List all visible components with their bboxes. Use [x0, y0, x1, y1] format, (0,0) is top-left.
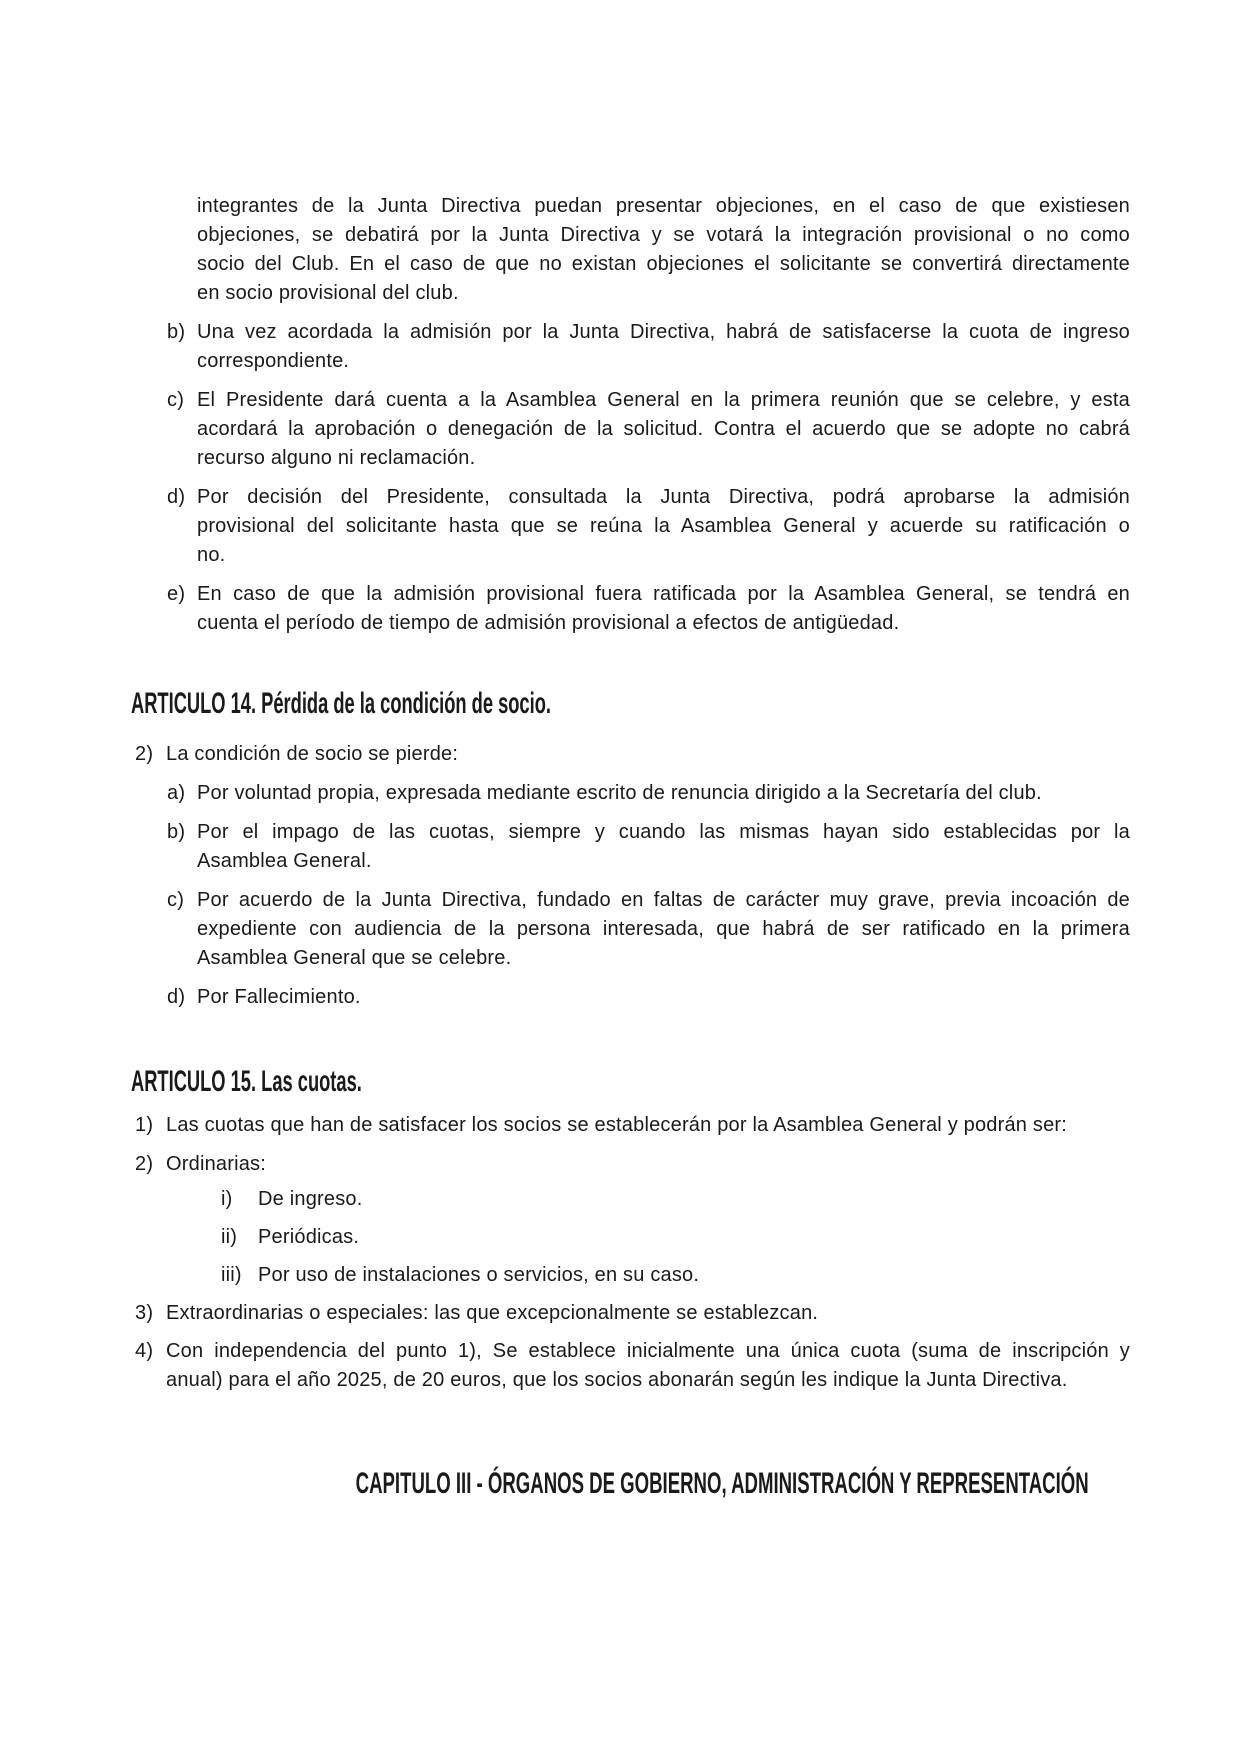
text-line: Por el impago de las cuotas, siempre y cuando las mismas hayan sido establecidas por la: [197, 821, 1130, 843]
list-item: [135, 740, 1130, 769]
list-item: [167, 779, 1130, 808]
text-line: Asamblea General.: [197, 850, 372, 872]
text-line: objeciones, se debatirá por la Junta Directiva y se votará la integración provisional o no como: [197, 224, 1130, 246]
list-marker: 3): [135, 1302, 154, 1324]
text-line: expediente con audiencia de la persona interesada, que habrá de ser ratificado en la primera: [197, 918, 1130, 940]
text-line: El Presidente dará cuenta a la Asamblea General en la primera reunión que se celebre, y esta: [197, 389, 1130, 411]
text-line: De ingreso.: [258, 1188, 363, 1210]
list-marker: d): [167, 986, 186, 1008]
articulo-15-heading: [131, 1066, 1241, 1098]
text-line: Por uso de instalaciones o servicios, en su caso.: [258, 1264, 700, 1286]
list-item: [221, 1185, 1130, 1214]
heading-text: ARTICULO 14. Pérdida de la condición de socio.: [131, 687, 551, 720]
text-line: socio del Club. En el caso de que no existan objeciones el solicitante se convertirá directamente: [197, 253, 1130, 275]
text-line: Por acuerdo de la Junta Directiva, fundado en faltas de carácter muy grave, previa incoación de: [197, 889, 1130, 911]
list-marker: d): [167, 486, 186, 508]
list-marker: c): [167, 889, 185, 911]
list-marker: i): [221, 1188, 233, 1210]
list-marker: 2): [135, 1153, 154, 1175]
list-marker: e): [167, 583, 186, 605]
text-line: Con independencia del punto 1), Se establece inicialmente una única cuota (suma de inscripción y: [166, 1340, 1130, 1362]
list-item: [135, 1337, 1130, 1395]
text-line: correspondiente.: [197, 350, 350, 372]
heading-text: ARTICULO 15. Las cuotas.: [131, 1065, 362, 1098]
list-item: [167, 318, 1130, 376]
list-item: [167, 483, 1130, 570]
text-line: provisional del solicitante hasta que se reúna la Asamblea General y acuerde su ratificación o: [197, 515, 1130, 537]
text-line: Por voluntad propia, expresada mediante escrito de renuncia dirigido a la Secretaría del club.: [197, 782, 1042, 804]
text-line: anual) para el año 2025, de 20 euros, que los socios abonarán según les indique la Junta Directiva.: [166, 1369, 1068, 1391]
list-item: [135, 1111, 1130, 1140]
list-marker: iii): [221, 1264, 242, 1286]
list-marker: a): [167, 782, 186, 804]
text-line: Periódicas.: [258, 1226, 360, 1248]
text-line: La condición de socio se pierde:: [166, 743, 459, 765]
list-item: [167, 983, 1130, 1012]
text-line: en socio provisional del club.: [197, 282, 459, 304]
text-line: Extraordinarias o especiales: las que excepcionalmente se establezcan.: [166, 1302, 819, 1324]
text-line: Por Fallecimiento.: [197, 986, 361, 1008]
list-marker: b): [167, 821, 186, 843]
list-item: [167, 580, 1130, 638]
list-item: [135, 1299, 1130, 1328]
text-line: En caso de que la admisión provisional fuera ratificada por la Asamblea General, se tendrá en: [197, 583, 1130, 605]
list-item: [167, 386, 1130, 473]
list-item: [167, 818, 1130, 876]
list-marker: ii): [221, 1226, 238, 1248]
list-marker: b): [167, 321, 186, 343]
text-line: Asamblea General que se celebre.: [197, 947, 512, 969]
text-line: Las cuotas que han de satisfacer los socios se establecerán por la Asamblea General y podrán ser:: [166, 1114, 1068, 1136]
text-line: Una vez acordada la admisión por la Junta Directiva, habrá de satisfacerse la cuota de ingreso: [197, 321, 1130, 343]
articulo-14-heading: [131, 688, 1241, 720]
paragraph-continuation: [197, 192, 1130, 308]
text-line: recurso alguno ni reclamación.: [197, 447, 476, 469]
heading-text: CAPITULO III - ÓRGANOS DE GOBIERNO, ADMINISTRACIÓN Y REPRESENTACIÓN: [355, 1467, 1089, 1500]
list-marker: 2): [135, 743, 154, 765]
text-line: acordará la aprobación o denegación de la solicitud. Contra el acuerdo que se adopte no cabrá: [197, 418, 1130, 440]
text-line: Ordinarias:: [166, 1153, 267, 1175]
list-item: [221, 1261, 1130, 1290]
text-line: cuenta el período de tiempo de admisión provisional a efectos de antigüedad.: [197, 612, 900, 634]
list-marker: 1): [135, 1114, 154, 1136]
text-line: integrantes de la Junta Directiva puedan presentar objeciones, en el caso de que existiesen: [197, 195, 1130, 217]
list-marker: c): [167, 389, 185, 411]
capitulo-3-heading: [131, 1468, 1130, 1500]
text-line: no.: [197, 544, 226, 566]
list-item: [221, 1223, 1130, 1252]
list-marker: 4): [135, 1340, 154, 1362]
list-item: [135, 1150, 1130, 1179]
text-line: Por decisión del Presidente, consultada la Junta Directiva, podrá aprobarse la admisión: [197, 486, 1130, 508]
list-item: [167, 886, 1130, 973]
